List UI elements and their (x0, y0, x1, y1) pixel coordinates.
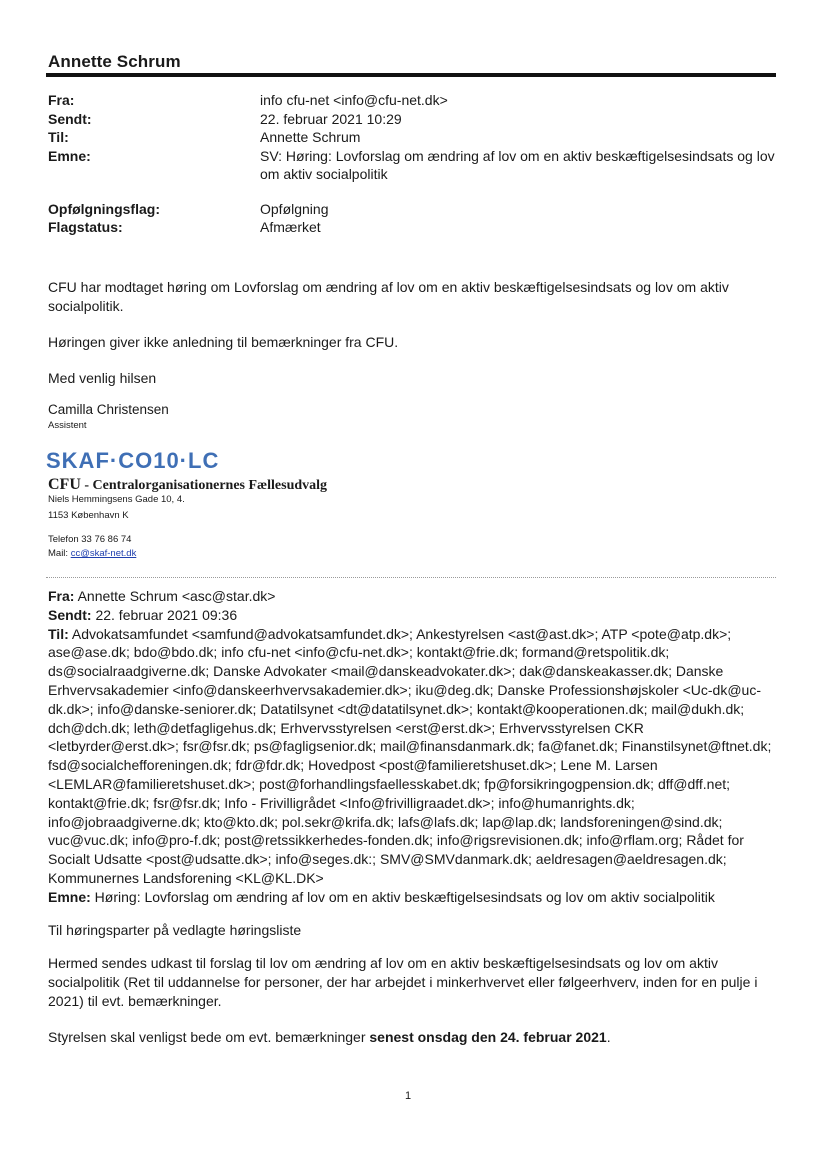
org-mail-label: Mail: (48, 548, 71, 559)
fwd-subject-label: Emne: (48, 888, 91, 905)
org-mail-row (48, 547, 136, 561)
org-mail-link[interactable]: cc@skaf-net.dk (70, 548, 137, 559)
header-from-label: Fra: (48, 92, 75, 108)
header-subject-row (48, 147, 788, 184)
header-flag-row (48, 200, 788, 219)
header-flagstatus-value: Afmærket (260, 219, 321, 235)
original-paragraph-2: Hermed sendes udkast til forslag til lov om ændring af lov om en aktiv beskæftigelsesindsats og lov om aktiv socialpolitik (Ret til uddannelse for personer, der har arbejdet i minkerhvervet eller følgeerhverv, inden for en pulje i 2021) til evt. bemærkninger. (48, 955, 758, 1009)
original-paragraph-1: Til høringsparter på vedlagte høringsliste (48, 922, 302, 938)
header-subject-label: Emne: (48, 147, 91, 164)
skaf-co10-lc-logo (46, 447, 236, 473)
deadline-lead: Styrelsen skal venligst bede om evt. bemærkninger (48, 1029, 370, 1045)
fwd-from-line (48, 587, 778, 606)
org-contact (48, 533, 136, 561)
original-body (48, 921, 778, 1047)
fwd-from-value: Annette Schrum <asc@star.dk> (74, 588, 276, 604)
reply-paragraph-2: Høringen giver ikke anledning til bemærkninger fra CFU. (48, 334, 399, 350)
deadline-date: senest onsdag den 24. februar 2021 (369, 1029, 607, 1045)
header-flag-value: Opfølgning (260, 200, 329, 217)
reply-body (48, 278, 778, 388)
title-rule (46, 73, 776, 77)
org-fullname: - Centralorganisationernes Fællesudvalg (80, 478, 328, 493)
email-header (48, 91, 788, 237)
header-sent-label: Sendt: (48, 110, 92, 127)
header-to-row (48, 128, 788, 147)
forwarded-header (48, 587, 778, 907)
header-sent-row (48, 110, 788, 129)
fwd-sent-value: 22. februar 2021 09:36 (91, 606, 238, 623)
header-from-row (48, 91, 788, 110)
fwd-sent-label: Sendt: (48, 606, 92, 623)
header-sent-value: 22. februar 2021 10:29 (260, 110, 402, 127)
page-number: 1 (405, 1090, 412, 1102)
org-city: 1153 København K (48, 510, 129, 521)
fwd-subject-line (48, 888, 778, 907)
fwd-subject-value: Høring: Lovforslag om ændring af lov om en aktiv beskæftigelsesindsats og lov om aktiv socialpolitik (90, 888, 715, 905)
fwd-to-label: Til: (48, 625, 69, 642)
header-flagstatus-row (48, 218, 788, 237)
logo-text: SKAF·CO10·LC (46, 448, 220, 473)
org-address (48, 492, 185, 524)
fwd-to-value: Advokatsamfundet <samfund@advokatsamfundet.dk>; Ankestyrelsen <ast@ast.dk>; ATP <pote@atp.dk>; ase@ase.dk; bdo@bdo.dk; info cfu-net <info@cfu-net.dk>; kontakt@frie.dk; formand@retspolitik.dk; ds@socialraadgiverne.dk; Danske Advokater <mail@danskeadvokater.dk>; dak@danskeakasser.dk; Danske Erhvervsakademier <info@danskeerhvervsakademier.dk>; iku@deg.dk; Danske Professionshøjskoler <Uc-dk@uc-dk.dk>; info@danske-seniorer.dk; Datatilsynet <dt@datatilsynet.dk>; kontakt@kooperationen.dk; mail@dukh.dk; dch@dch.dk; leth@detfagligehus.dk; Erhvervsstyrelsen <erst@erst.dk>; Erhvervsstyrelsen CKR <letbyrder@erst.dk>; fsr@fsr.dk; ps@fagligsenior.dk; mail@finansdanmark.dk; fa@fanet.dk; Finanstilsynet@ftnet.dk; fsd@socialchefforeningen.dk; fdr@fdr.dk; Hovedpost <post@familieretshuset.dk>; Lene M. Larsen <LEMLAR@familieretshuset.dk>; post@forhandlingsfaellesskabet.dk; fp@forsikringogpension.dk; dff@dff.net; kontakt@frie.dk; fsr@fsr.dk; Info - Frivilligrådet <Info@frivilligraadet.dk>; info@humanrights.dk; info@jobraadgiverne.dk; kto@kto.dk; pol.sekr@krifa.dk; lafs@lafs.dk; lap@lap.dk; landsforeningen@sind.dk; vuc@vuc.dk; info@pro-f.dk; post@retssikkerhedes-fonden.dk; info@rigsrevisionen.dk; info@rflam.org; Rådet for Socialt Udsatte <post@udsatte.dk>; info@seges.dk:; SMV@SMVdanmark.dk; aeldresagen@aeldresagen.dk; Kommunernes Landsforening <KL@KL.DK> (48, 625, 772, 886)
header-flagstatus-label: Flagstatus: (48, 219, 123, 235)
fwd-from-label: Fra: (48, 588, 75, 604)
org-street: Niels Hemmingsens Gade 10, 4. (48, 494, 185, 505)
header-from-value: info cfu-net <info@cfu-net.dk> (260, 92, 448, 108)
header-to-value: Annette Schrum (260, 129, 361, 145)
document-title: Annette Schrum (48, 52, 181, 71)
signature-role: Assistent (48, 420, 87, 431)
original-paragraph-3 (48, 1028, 778, 1047)
header-flag-label: Opfølgningsflag: (48, 200, 160, 217)
fwd-sent-line (48, 606, 778, 625)
header-to-label: Til: (48, 129, 69, 145)
reply-paragraph-1: CFU har modtaget høring om Lovforslag om ændring af lov om en aktiv beskæftigelsesindsats og lov om aktiv socialpolitik. (48, 279, 729, 314)
header-subject-value: SV: Høring: Lovforslag om ændring af lov om en aktiv beskæftigelsesindsats og lov om aktiv socialpolitik (260, 147, 775, 182)
reply-closing: Med venlig hilsen (48, 370, 157, 386)
org-phone: Telefon 33 76 86 74 (48, 534, 132, 545)
org-abbr: CFU (48, 476, 81, 493)
header-spacer (48, 184, 788, 200)
fwd-to-line (48, 625, 778, 888)
deadline-end: . (606, 1029, 611, 1045)
message-divider (46, 577, 776, 578)
signature-name: Camilla Christensen (48, 402, 169, 417)
